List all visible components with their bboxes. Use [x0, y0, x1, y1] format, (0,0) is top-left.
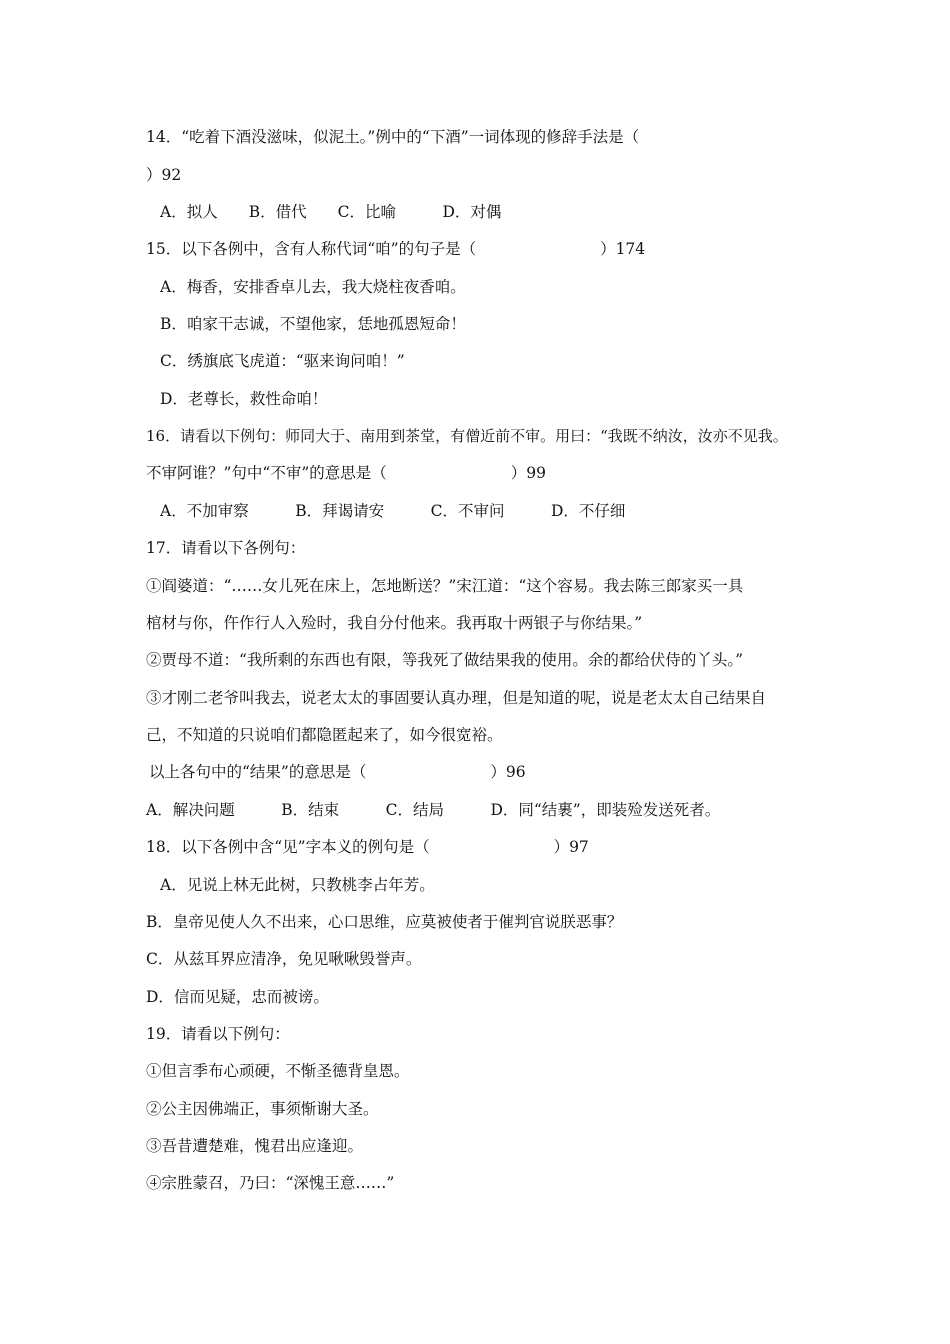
question-14-stem-cont: ）92	[146, 166, 182, 184]
question-18-option-c: C．从兹耳界应清净，免见啾啾毁誉声。	[146, 950, 422, 968]
question-18-stem: 18．以下各例中含“见”字本义的例句是（ ）97	[146, 838, 589, 856]
question-16-stem-cont: 不审阿谁？”句中“不审”的意思是（ ）99	[146, 464, 546, 482]
question-18-option-b: B．皇帝见使人久不出来，心口思维，应莫被使者于催判官说朕恶事？	[146, 913, 623, 931]
question-15-option-a: A．梅香，安排香卓儿去，我大烧柱夜香咱。	[160, 278, 466, 296]
question-19-example-3: ③吾昔遭楚难，愧君出应逢迎。	[146, 1137, 364, 1155]
question-16-stem: 16．请看以下例句：师同大于、南用到茶堂，有僧近前不审。用曰：“我既不纳汝，汝亦不见我。	[146, 427, 788, 445]
question-15-stem: 15．以下各例中，含有人称代词“咱”的句子是（ ）174	[146, 240, 646, 258]
question-19-example-2: ②公主因佛端正，事须惭谢大圣。	[146, 1100, 379, 1118]
question-16-options: A．不加审察 B．拜谒请安 C．不审问 D．不仔细	[160, 502, 626, 520]
question-17-example-2: ②贾母不道：“我所剩的东西也有限，等我死了做结果我的使用。余的都给伏侍的丫头。”	[146, 651, 744, 669]
question-17-options: A．解决问题 B．结束 C．结局 D．同“结裹”，即装殓发送死者。	[146, 801, 721, 819]
question-19-stem: 19．请看以下例句：	[146, 1025, 290, 1043]
question-17-prompt: 以上各句中的“结果”的意思是（ ）96	[149, 763, 526, 781]
question-15-option-d: D．老尊长，救性命咱！	[160, 390, 328, 408]
question-15-option-b: B．咱家干志诚，不望他家，恁地孤恩短命！	[160, 315, 466, 333]
question-18-option-d: D．信而见疑，忠而被谤。	[146, 988, 329, 1006]
question-17-stem: 17．请看以下各例句：	[146, 539, 306, 557]
question-19-example-1: ①但言季布心顽硬，不惭圣德背皇恩。	[146, 1062, 410, 1080]
question-14-stem: 14．“吃着下酒没滋味，似泥土。”例中的“下酒”一词体现的修辞手法是（	[146, 128, 640, 146]
question-15-option-c: C．绣旗底飞虎道：“驱来询问咱！”	[160, 352, 405, 370]
question-14-options: A．拟人 B．借代 C．比喻 D．对偶	[160, 203, 502, 221]
question-17-example-1-cont: 棺材与你，仵作行人入殓时，我自分付他来。我再取十两银子与你结果。”	[146, 614, 643, 632]
question-17-example-3-cont: 己，不知道的只说咱们都隐匿起来了，如今很宽裕。	[146, 726, 503, 744]
question-18-option-a: A．见说上林无此树，只教桃李占年芳。	[160, 876, 435, 894]
question-17-example-1: ①阎婆道：“……女儿死在床上，怎地断送？”宋江道：“这个容易。我去陈三郎家买一具	[146, 577, 744, 595]
question-19-example-4: ④宗胜蒙召，乃曰：“深愧王意……”	[146, 1174, 395, 1192]
question-17-example-3: ③才刚二老爷叫我去，说老太太的事固要认真办理，但是知道的呢，说是老太太自己结果自	[146, 689, 767, 707]
